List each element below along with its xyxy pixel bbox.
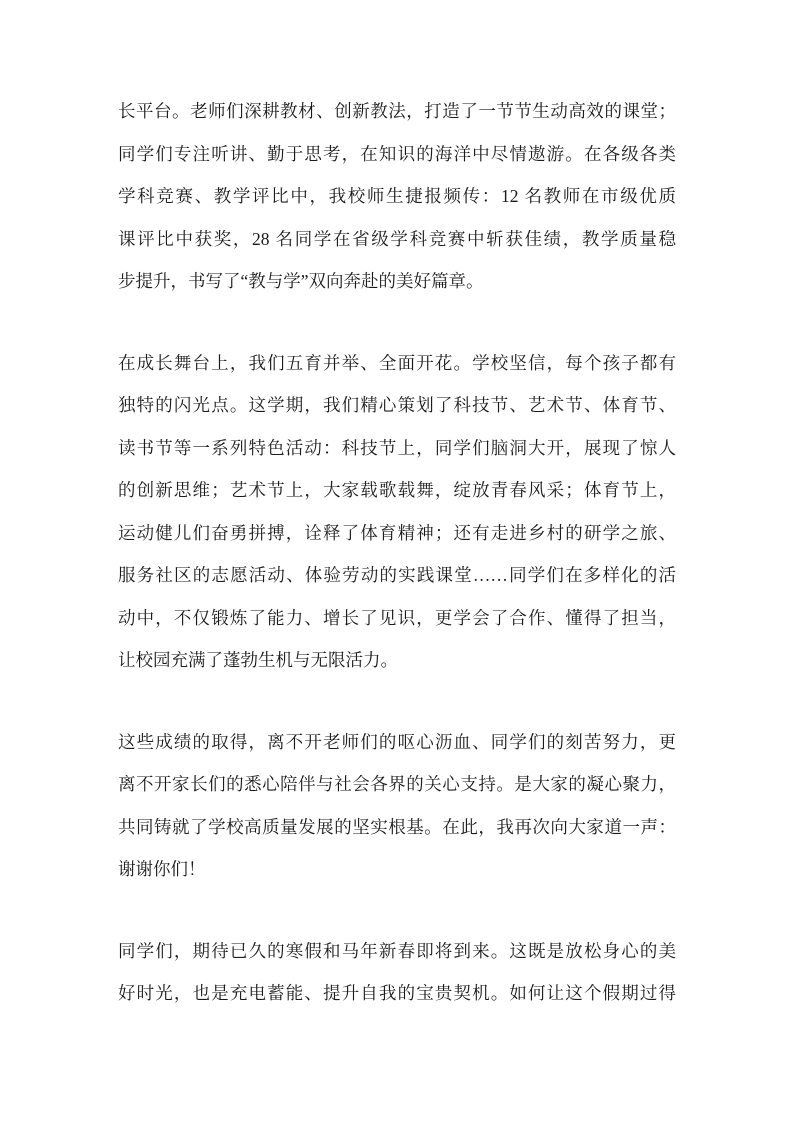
text-line: 学科竞赛、教学评比中，我校师生捷报频传：12 名教师在市级优质: [118, 186, 676, 206]
text-line: 读书节等一系列特色活动：科技节上，同学们脑洞大开，展现了惊人: [118, 437, 676, 458]
text-line: 运动健儿们奋勇拼搏，诠释了体育精神；还有走进乡村的研学之旅、: [118, 522, 676, 543]
text-line: 共同铸就了学校高质量发展的坚实根基。在此，我再次向大家道一声：: [118, 816, 676, 837]
paragraph: [118, 90, 676, 303]
paragraph: [118, 721, 676, 891]
text-line: 步提升，书写了“教与学”双向奔赴的美好篇章。: [118, 271, 484, 291]
text-line: 在成长舞台上，我们五育并举、全面开花。学校坚信，每个孩子都有: [118, 352, 676, 373]
text-line: 的创新思维；艺术节上，大家载歌载舞，绽放青春风采；体育节上，: [118, 480, 676, 500]
text-line: 这些成绩的取得，离不开老师们的呕心沥血、同学们的刻苦努力，更: [118, 731, 676, 752]
text-line: 动中，不仅锻炼了能力、增长了见识，更学会了合作、懂得了担当，: [118, 607, 676, 628]
text-line: 课评比中获奖，28 名同学在省级学科竞赛中斩获佳绩，教学质量稳: [118, 228, 676, 249]
text-line: 长平台。老师们深耕教材、创新教法，打造了一节节生动高效的课堂；: [118, 101, 676, 121]
text-line: 谢谢你们！: [118, 859, 206, 879]
text-line: 服务社区的志愿活动、体验劳动的实践课堂……同学们在多样化的活: [118, 565, 676, 585]
document-body: [118, 90, 676, 1054]
text-line: 好时光，也是充电蓄能、提升自我的宝贵契机。如何让这个假期过得: [118, 983, 676, 1003]
text-line: 独特的闪光点。这学期，我们精心策划了科技节、艺术节、体育节、: [118, 395, 676, 415]
paragraph: [118, 342, 676, 682]
paragraph: [118, 930, 676, 1015]
text-line: 让校园充满了蓬勃生机与无限活力。: [118, 650, 398, 670]
text-line: 同学们，期待已久的寒假和马年新春即将到来。这既是放松身心的美: [118, 940, 676, 961]
text-line: 同学们专注听讲、勤于思考，在知识的海洋中尽情遨游。在各级各类: [118, 143, 676, 164]
text-line: 离不开家长们的悉心陪伴与社会各界的关心支持。是大家的凝心聚力，: [118, 774, 676, 794]
